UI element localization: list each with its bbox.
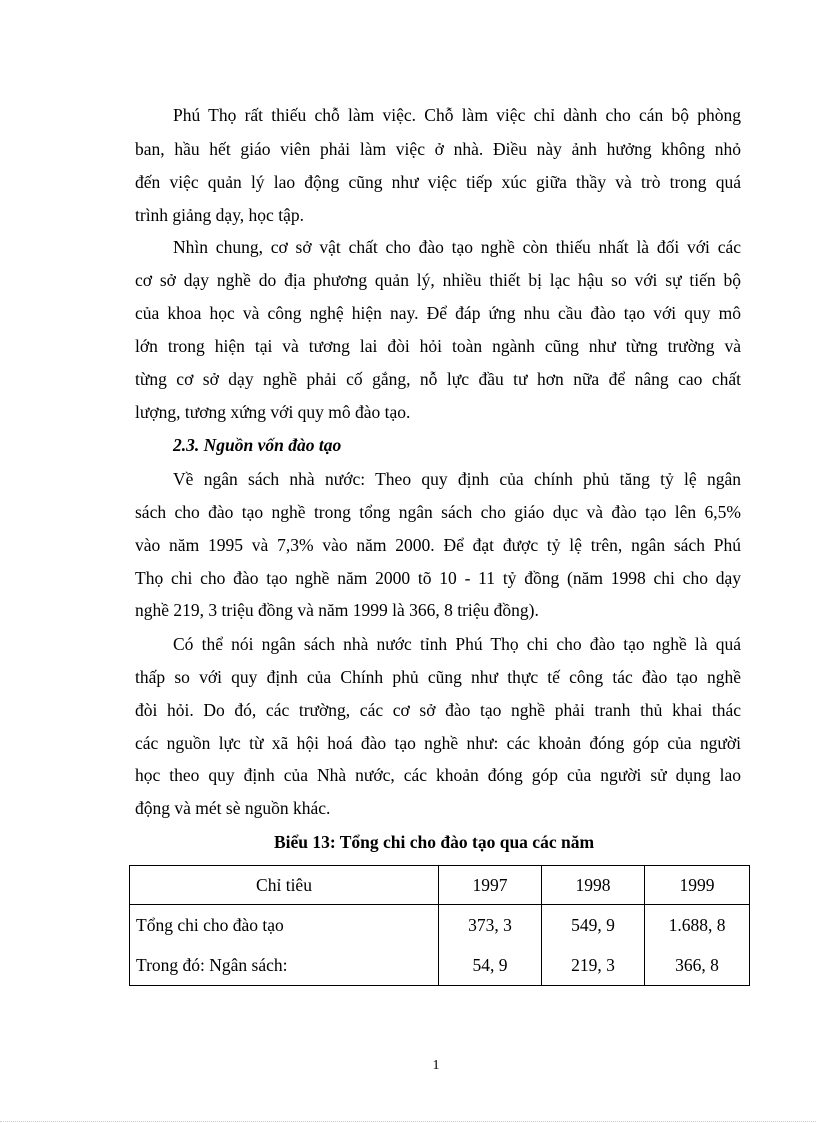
paragraph-2-line-1: Nhìn chung, cơ sở vật chất cho đào tạo nghề còn thiếu nhất là đối với các bbox=[173, 237, 741, 257]
paragraph-3-line-5: nghề 219, 3 triệu đồng và năm 1999 là 366, 8 triệu đồng). bbox=[135, 600, 539, 620]
row-label: Trong đó: Ngân sách: bbox=[130, 945, 439, 986]
table-cell: 1.688, 8 bbox=[645, 905, 750, 946]
table-row bbox=[130, 945, 750, 986]
paragraph-3-line-2: sách cho đào tạo nghề trong tổng ngân sách cho giáo dục và đào tạo lên 6,5% bbox=[135, 502, 741, 522]
paragraph-3-line-4: Thọ chi cho đào tạo nghề năm 2000 tõ 10 - 11 tỷ đồng (năm 1998 chi cho dạy bbox=[135, 568, 741, 588]
table-caption: Biểu 13: Tổng chi cho đào tạo qua các năm bbox=[273, 832, 595, 852]
table-cell: 549, 9 bbox=[542, 905, 645, 946]
paragraph-4-line-4: các nguồn lực từ xã hội hoá đào tạo nghề như: các khoản đóng góp của người bbox=[135, 733, 741, 753]
paragraph-2-line-2: cơ sở dạy nghề do địa phương quản lý, nhiều thiết bị lạc hậu so với sự tiến bộ bbox=[135, 270, 741, 290]
expenditure-table bbox=[129, 865, 750, 986]
paragraph-4-line-3: đòi hỏi. Do đó, các trường, các cơ sở đào tạo nghề phải tranh thủ khai thác bbox=[135, 700, 741, 720]
paragraph-4-line-2: thấp so với quy định của Chính phủ cũng như thực tế công tác đào tạo nghề bbox=[135, 667, 741, 687]
header-year-1997: 1997 bbox=[439, 866, 542, 905]
paragraph-4-line-5: học theo quy định của Nhà nước, các khoản đóng góp của người sử dụng lao bbox=[135, 765, 741, 785]
paragraph-4-line-1: Có thể nói ngân sách nhà nước tỉnh Phú Thọ chi cho đào tạo nghề là quá bbox=[173, 634, 741, 654]
paragraph-2-line-5: từng cơ sở dạy nghề phải cố gắng, nỗ lực đầu tư hơn nữa để nâng cao chất bbox=[135, 369, 741, 389]
paragraph-2-line-3: của khoa học và công nghệ hiện nay. Để đáp ứng nhu cầu đào tạo với quy mô bbox=[135, 303, 741, 323]
paragraph-1-line-3: đến việc quản lý lao động cũng như việc tiếp xúc giữa thầy và trò trong quá bbox=[135, 172, 741, 192]
header-year-1999: 1999 bbox=[645, 866, 750, 905]
section-heading: 2.3. Nguồn vốn đào tạo bbox=[173, 435, 342, 455]
header-year-1998: 1998 bbox=[542, 866, 645, 905]
paragraph-2-line-6: lượng, tương xứng với quy mô đào tạo. bbox=[135, 402, 411, 422]
page-bottom-rule bbox=[0, 1121, 816, 1122]
paragraph-4-line-6: động và mét sè nguồn khác. bbox=[135, 798, 331, 818]
paragraph-3-line-3: vào năm 1995 và 7,3% vào năm 2000. Để đạt được tỷ lệ trên, ngân sách Phú bbox=[135, 535, 741, 555]
paragraph-1-line-1: Phú Thọ rất thiếu chỗ làm việc. Chỗ làm việc chỉ dành cho cán bộ phòng bbox=[173, 105, 741, 125]
page-number: 1 bbox=[432, 1058, 440, 1073]
table-row bbox=[130, 905, 750, 946]
paragraph-1-line-2: ban, hầu hết giáo viên phải làm việc ở nhà. Điều này ảnh hưởng không nhỏ bbox=[135, 139, 741, 159]
row-label: Tổng chi cho đào tạo bbox=[130, 905, 439, 946]
paragraph-3-line-1: Về ngân sách nhà nước: Theo quy định của chính phủ tăng tỷ lệ ngân bbox=[173, 469, 741, 489]
table-cell: 373, 3 bbox=[439, 905, 542, 946]
header-indicator: Chỉ tiêu bbox=[130, 866, 439, 905]
paragraph-2-line-4: lớn trong hiện tại và tương lai đòi hỏi toàn ngành cũng như từng trường và bbox=[135, 336, 741, 356]
table-cell: 219, 3 bbox=[542, 945, 645, 986]
table-header-row bbox=[130, 866, 750, 905]
table-cell: 54, 9 bbox=[439, 945, 542, 986]
paragraph-1-line-4: trình giảng dạy, học tập. bbox=[135, 205, 304, 225]
table-cell: 366, 8 bbox=[645, 945, 750, 986]
